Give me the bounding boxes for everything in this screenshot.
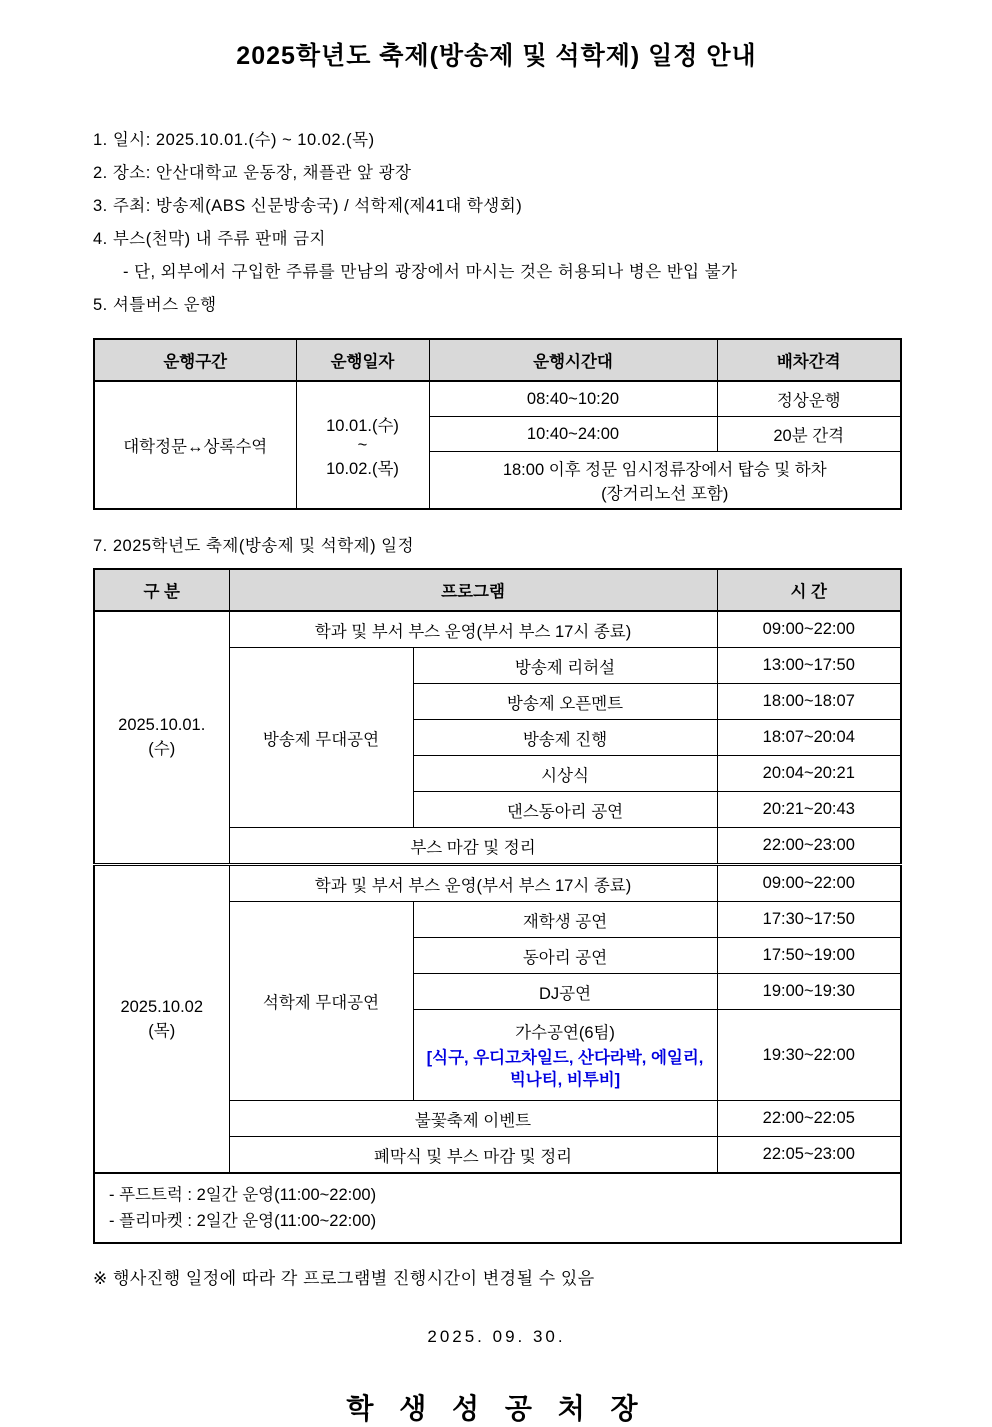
schedule-header-time: 시 간 (717, 569, 901, 611)
document-date: 2025. 09. 30. (427, 1327, 566, 1346)
shuttle-note-line-2: (장거리노선 포함) (601, 485, 729, 503)
schedule-header-program: 프로그램 (229, 569, 717, 611)
day1-closing-program: 부스 마감 및 정리 (229, 828, 717, 865)
list-item-alcohol-ban: 4. 부스(천막) 내 주류 판매 금지 (93, 230, 327, 248)
day1-date-line2: (수) (148, 740, 176, 758)
day2-singer-performers: [식구, 우디고차일드, 산다라박, 에일리, 빅나티, 비투비] (426, 1048, 704, 1089)
day2-closing-program: 폐막식 및 부스 마감 및 정리 (229, 1137, 717, 1174)
day1-time: 13:00~17:50 (717, 648, 901, 684)
day2-closing-program: 불꽃축제 이벤트 (229, 1101, 717, 1137)
shuttle-interval-cell: 20분 간격 (717, 417, 901, 452)
shuttle-header-date: 운행일자 (296, 339, 429, 381)
day2-date-line1: 2025.10.02 (120, 997, 204, 1016)
shuttle-header-row (94, 339, 901, 381)
day2-time: 17:30~17:50 (717, 902, 901, 938)
day2-closing-time: 22:00~22:05 (717, 1101, 901, 1137)
shuttle-note-line-1: 18:00 이후 정문 임시정류장에서 탑승 및 하차 (502, 461, 827, 479)
shuttle-interval-cell: 정상운행 (717, 381, 901, 417)
day2-booth-row (94, 865, 901, 902)
section7-title: 7. 2025학년도 축제(방송제 및 석학제) 일정 (93, 537, 415, 555)
day2-program: DJ공연 (413, 974, 717, 1010)
day2-booth-program: 학과 및 부서 부스 운영(부서 부스 17시 종료) (229, 865, 717, 902)
schedule-table (93, 568, 902, 1244)
shuttle-date-tilde: ~ (357, 435, 368, 454)
day1-time: 18:00~18:07 (717, 684, 901, 720)
shuttle-note-cell (429, 452, 901, 510)
day2-singer-program: 가수공연(6팀) (515, 1023, 615, 1042)
page-title: 2025학년도 축제(방송제 및 석학제) 일정 안내 (236, 42, 757, 70)
list-item-alcohol-exception: - 단, 외부에서 구입한 주류를 만남의 광장에서 마시는 것은 허용되나 병은 반입 불가 (123, 263, 738, 281)
day1-program: 시상식 (413, 756, 717, 792)
list-item-datetime: 1. 일시: 2025.10.01.(수) ~ 10.02.(목) (93, 131, 375, 149)
list-item-host: 3. 주최: 방송제(ABS 신문방송국) / 석학제(제41대 학생회) (93, 197, 523, 215)
day2-closing-time: 22:05~23:00 (717, 1137, 901, 1174)
signature: 학 생 성 공 처 장 (346, 1393, 647, 1424)
schedule-header-row (94, 569, 901, 611)
day1-program: 방송제 진행 (413, 720, 717, 756)
info-list (93, 124, 900, 322)
day2-singer-time: 19:30~22:00 (717, 1010, 901, 1101)
shuttle-date-end: 10.02.(목) (326, 459, 399, 478)
day1-date-cell (94, 611, 229, 865)
change-notice: ※ 행사진행 일정에 따라 각 프로그램별 진행시간이 변경될 수 있음 (93, 1269, 595, 1288)
schedule-footer-cell (94, 1173, 901, 1243)
day2-date-line2: (목) (148, 1021, 176, 1040)
day1-booth-time: 09:00~22:00 (717, 611, 901, 648)
day1-time: 20:21~20:43 (717, 792, 901, 828)
day1-program: 방송제 오픈멘트 (413, 684, 717, 720)
schedule-footer-row (94, 1173, 901, 1243)
footer-line-fleamarket: - 플리마켓 : 2일간 운영(11:00~22:00) (109, 1212, 377, 1230)
day1-booth-program: 학과 및 부서 부스 운영(부서 부스 17시 종료) (229, 611, 717, 648)
day1-time: 18:07~20:04 (717, 720, 901, 756)
day2-time: 19:00~19:30 (717, 974, 901, 1010)
day1-closing-time: 22:00~23:00 (717, 828, 901, 865)
day2-booth-time: 09:00~22:00 (717, 865, 901, 902)
day2-date-cell (94, 865, 229, 1174)
day1-booth-row (94, 611, 901, 648)
day1-program: 방송제 리허설 (413, 648, 717, 684)
day2-stage-label: 석학제 무대공연 (229, 902, 413, 1101)
shuttle-header-time: 운행시간대 (429, 339, 717, 381)
day2-time: 17:50~19:00 (717, 938, 901, 974)
shuttle-header-route: 운행구간 (94, 339, 296, 381)
day1-time: 20:04~20:21 (717, 756, 901, 792)
day1-stage-label: 방송제 무대공연 (229, 648, 413, 828)
shuttle-table (93, 338, 902, 510)
list-item-place: 2. 장소: 안산대학교 운동장, 채플관 앞 광장 (93, 164, 412, 182)
day2-program: 동아리 공연 (413, 938, 717, 974)
day1-program: 댄스동아리 공연 (413, 792, 717, 828)
shuttle-time-cell: 08:40~10:20 (429, 381, 717, 417)
shuttle-time-cell: 10:40~24:00 (429, 417, 717, 452)
shuttle-route-cell: 대학정문↔상록수역 (94, 381, 296, 509)
schedule-header-category: 구 분 (94, 569, 229, 611)
list-item-shuttle: 5. 셔틀버스 운행 (93, 296, 217, 314)
footer-line-foodtruck: - 푸드트럭 : 2일간 운영(11:00~22:00) (109, 1186, 377, 1204)
shuttle-dates-cell (296, 381, 429, 509)
day2-program: 재학생 공연 (413, 902, 717, 938)
day2-singer-cell (413, 1010, 717, 1101)
shuttle-row-1 (94, 381, 901, 417)
day1-date-line1: 2025.10.01. (118, 716, 206, 734)
shuttle-header-interval: 배차간격 (717, 339, 901, 381)
shuttle-date-start: 10.01.(수) (326, 416, 399, 435)
